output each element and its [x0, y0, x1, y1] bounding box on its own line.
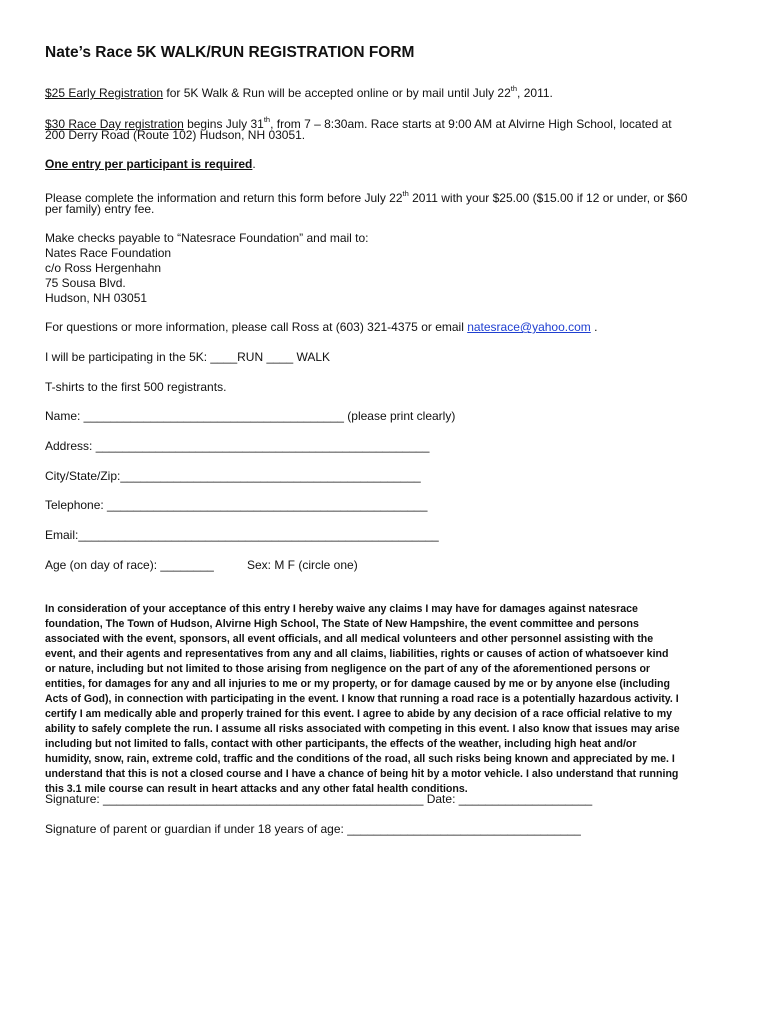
- participation-field[interactable]: I will be participating in the 5K: ____RUN ____ WALK: [45, 350, 331, 364]
- waiver-paragraph: [45, 602, 735, 797]
- waiver-line: entities, for damages for any and all injuries to me or my property, or for damage caused by me or by anyone else (including: [45, 678, 670, 690]
- complete-text-a: Please complete the information and return this form before July 22: [45, 191, 403, 205]
- complete-text-b: 2011 with your $25.00 ($15.00 if 12 or under, or $60: [408, 191, 688, 205]
- waiver-line: certify I am medically able and properly trained for this event. I agree to abide by any decision of a race official relative to my: [45, 708, 673, 720]
- race-day-address: 200 Derry Road (Route 102) Hudson, NH 03051.: [45, 128, 306, 142]
- waiver-line: ability to safely complete the run. I assume all risks associated with competing in this event. I also know that issues may arise: [45, 723, 680, 735]
- waiver-line: event, and their agents and representatives from any and all claims, liabilities, rights or causes of action of whatsoever kind: [45, 648, 669, 660]
- mail-address-line: Hudson, NH 03051: [45, 291, 148, 305]
- waiver-line: understand that this is not a closed course and I have a chance of being hit by a motor vehicle. I also understand that running: [45, 768, 679, 780]
- email-field[interactable]: Email:______________________________________________________: [45, 528, 439, 542]
- mail-address-line: 75 Sousa Blvd.: [45, 276, 126, 290]
- mail-address-line: c/o Ross Hergenhahn: [45, 261, 162, 275]
- waiver-line: this 3.1 mile course can result in heart attacks and any other fatal health conditions.: [45, 783, 468, 795]
- questions-line: [45, 320, 597, 335]
- questions-after: .: [590, 320, 598, 334]
- age-field[interactable]: Age (on day of race): ________: [45, 558, 214, 572]
- waiver-line: or nature, including but not limited to those arising from negligence on the part of any of the aforementioned persons or: [45, 663, 651, 675]
- address-field[interactable]: Address: __________________________________________________: [45, 439, 430, 453]
- early-registration-sup: th: [510, 84, 518, 93]
- race-day-sup: th: [263, 115, 271, 124]
- race-day-link[interactable]: $30 Race Day registration: [45, 117, 184, 131]
- complete-sup: th: [402, 189, 409, 198]
- tshirts-note: T-shirts to the first 500 registrants.: [45, 380, 227, 394]
- checks-line: Make checks payable to “Natesrace Foundation” and mail to:: [45, 231, 369, 245]
- sex-field[interactable]: Sex: M F (circle one): [247, 558, 358, 572]
- early-registration-text-b: , 2011.: [517, 86, 553, 100]
- waiver-line: including but not limited to falls, contact with other participants, the effects of the weather, including high heat and/or: [45, 738, 637, 750]
- early-registration-link[interactable]: $25 Early Registration: [45, 86, 164, 100]
- waiver-line: foundation, The Town of Hudson, Alvirne High School, The State of New Hampshire, the event committee and persons: [45, 618, 639, 630]
- guardian-signature-field[interactable]: Signature of parent or guardian if under 18 years of age: ___________________________________: [45, 822, 581, 836]
- questions-text: For questions or more information, please call Ross at (603) 321-4375 or email: [45, 320, 468, 334]
- email-link[interactable]: natesrace@yahoo.com: [467, 320, 591, 334]
- race-day-text-a: begins July 31: [183, 117, 264, 131]
- signature-field[interactable]: Signature: ________________________________________________ Date: ____________________: [45, 792, 593, 806]
- one-entry-period: .: [252, 157, 256, 171]
- complete-line-2: per family) entry fee.: [45, 202, 155, 216]
- mail-address-line: Nates Race Foundation: [45, 246, 172, 260]
- early-registration-line: [45, 82, 553, 101]
- one-entry-notice: One entry per participant is required: [45, 157, 253, 171]
- early-registration-text-a: for 5K Walk & Run will be accepted online or by mail until July 22: [163, 86, 511, 100]
- page-title: Nate’s Race 5K WALK/RUN REGISTRATION FORM: [45, 44, 415, 61]
- telephone-field[interactable]: Telephone: ________________________________________________: [45, 498, 428, 512]
- city-state-zip-field[interactable]: City/State/Zip:_____________________________________________: [45, 469, 421, 483]
- waiver-line: In consideration of your acceptance of this entry I hereby waive any claims I may have for damages against natesrace: [45, 603, 638, 615]
- waiver-line: Acts of God), in connection with participating in the event. I know that running a road race is a potentially hazardous activity. I: [45, 693, 679, 705]
- name-field[interactable]: Name: _______________________________________ (please print clearly): [45, 409, 456, 423]
- race-day-text-b: , from 7 – 8:30am. Race starts at 9:00 AM at Alvirne High School, located at: [270, 117, 672, 131]
- waiver-line: associated with the event, sponsors, all event officials, and all medical volunteers and other personnel assisting with the: [45, 633, 654, 645]
- one-entry-line: [45, 157, 256, 172]
- waiver-line: humidity, snow, rain, extreme cold, traffic and the conditions of the road, all such risks being known and appreciated by me. I: [45, 753, 675, 765]
